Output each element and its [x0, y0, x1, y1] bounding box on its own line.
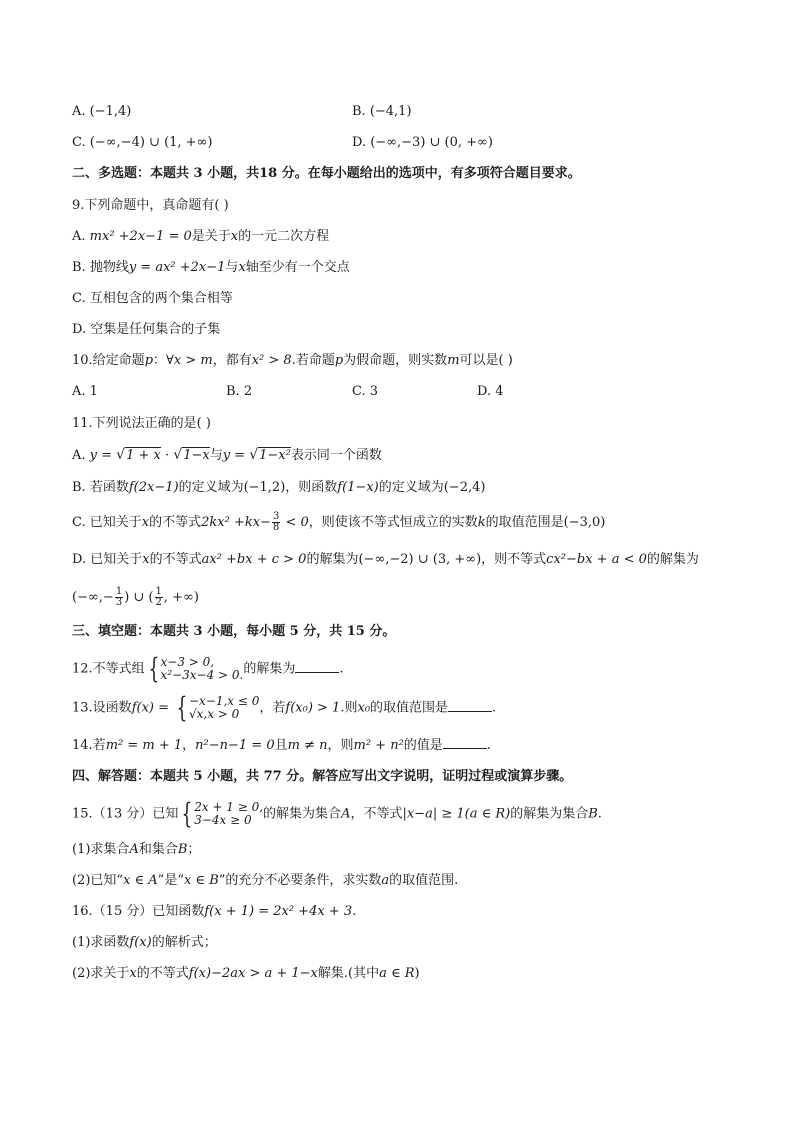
q14: 14.若m² = m + 1，n²−n−1 = 0且m ≠ n，则m² + n²的值是 .: [72, 738, 491, 753]
fraction: $\frac{1}{2}$: [155, 586, 162, 608]
q11-option-d: D. 已知关于x的不等式ax² +bx + c > 0的解集为(−∞,−2) ∪ (3, +∞)，则不等式cx²−bx + a < 0的解集为: [72, 552, 699, 567]
section2-heading: 二、多选题：本题共 3 小题，共18 分。在每小题给出的选项中，有多项符合题目要求。: [72, 166, 581, 181]
q15-part2: (2)已知“x ∈ A”是“x ∈ B”的充分不必要条件，求实数a的取值范围.: [72, 873, 459, 888]
answer-blank[interactable]: [448, 699, 492, 712]
q11-stem: 11.下列说法正确的是( ): [72, 416, 211, 431]
q15-stem: 15.（13 分）已知 { 2x + 1 ≥ 0, 3−4x ≥ 0 的解集为集合A，不等式|x−a| ≥ 1(a ∈ R)的解集为集合B.: [72, 797, 602, 830]
q11-option-d-continued: (−∞,− $\frac{1}{3}$ ) ∪ ( $\frac{1}{2}$ , +∞): [72, 586, 199, 608]
q10-option-b: B. 2: [226, 384, 253, 399]
q13: 13.设函数f(x) = { −x−1,x ≤ 0 √x,x > 0 ，若f(x₀) > 1.则x₀的取值范围是 .: [72, 691, 497, 724]
fraction: $\frac{3}{8}$: [272, 511, 280, 533]
q16-stem: 16.（15 分）已知函数f(x + 1) = 2x² +4x + 3.: [72, 904, 357, 919]
answer-blank[interactable]: [443, 736, 487, 749]
q10-option-d: D. 4: [477, 384, 504, 399]
section3-heading: 三、填空题：本题共 3 小题，每小题 5 分，共 15 分。: [72, 624, 396, 639]
sqrt-symbol: √: [173, 447, 183, 463]
brace-symbol: {: [176, 691, 188, 724]
section4-heading: 四、解答题：本题共 5 小题，共 77 分。解答应写出文字说明，证明过程或演算步骤。: [72, 769, 573, 784]
q9-stem: 9.下列命题中，真命题有( ): [72, 198, 229, 213]
q10-option-c: C. 3: [352, 384, 379, 399]
q9-option-c: C. 互相包含的两个集合相等: [72, 291, 233, 306]
q16-part1: (1)求函数f(x)的解析式；: [72, 935, 217, 950]
answer-blank[interactable]: [295, 660, 339, 673]
q8-option-c: C. (−∞,−4) ∪ (1, +∞): [72, 135, 213, 150]
sqrt-symbol: √: [249, 447, 259, 463]
q8-option-b: B. (−4,1): [352, 104, 412, 119]
brace-symbol: {: [148, 652, 159, 685]
q10-stem: 10.给定命题p：∀x > m，都有x² > 8.若命题p为假命题，则实数m可以是( ): [72, 353, 513, 368]
q11-option-a: A. y = √1 + x · √1−x与y = √1−x²表示同一个函数: [72, 447, 382, 463]
q11-option-c: C. 已知关于x的不等式2kx² +kx− $\frac{3}{8}$ < 0，则使该不等式恒成立的实数k的取值范围是(−3,0): [72, 511, 606, 533]
q9-option-a: A. mx² +2x−1 = 0是关于x的一元二次方程: [72, 229, 330, 244]
q15-part1: (1)求集合A和集合B；: [72, 842, 201, 857]
q9-option-b: B. 抛物线y = ax² +2x−1与x轴至少有一个交点: [72, 260, 350, 275]
q11-option-b: B. 若函数f(2x−1)的定义域为(−1,2)，则函数f(1−x)的定义域为(−2,4): [72, 480, 486, 495]
q16-part2: (2)求关于x的不等式f(x)−2ax > a + 1−x解集.(其中a ∈ R): [72, 966, 420, 981]
q9-option-d: D. 空集是任何集合的子集: [72, 322, 221, 337]
q8-option-d: D. (−∞,−3) ∪ (0, +∞): [352, 135, 493, 150]
fraction: $\frac{1}{3}$: [115, 586, 123, 608]
sqrt-symbol: √: [116, 447, 126, 463]
q8-option-a: A. (−1,4): [72, 104, 132, 119]
q10-option-a: A. 1: [72, 384, 98, 399]
brace-symbol: {: [181, 797, 193, 830]
q12: 12.不等式组 { x−3 > 0, x²−3x−4 > 0. 的解集为 .: [72, 652, 344, 685]
